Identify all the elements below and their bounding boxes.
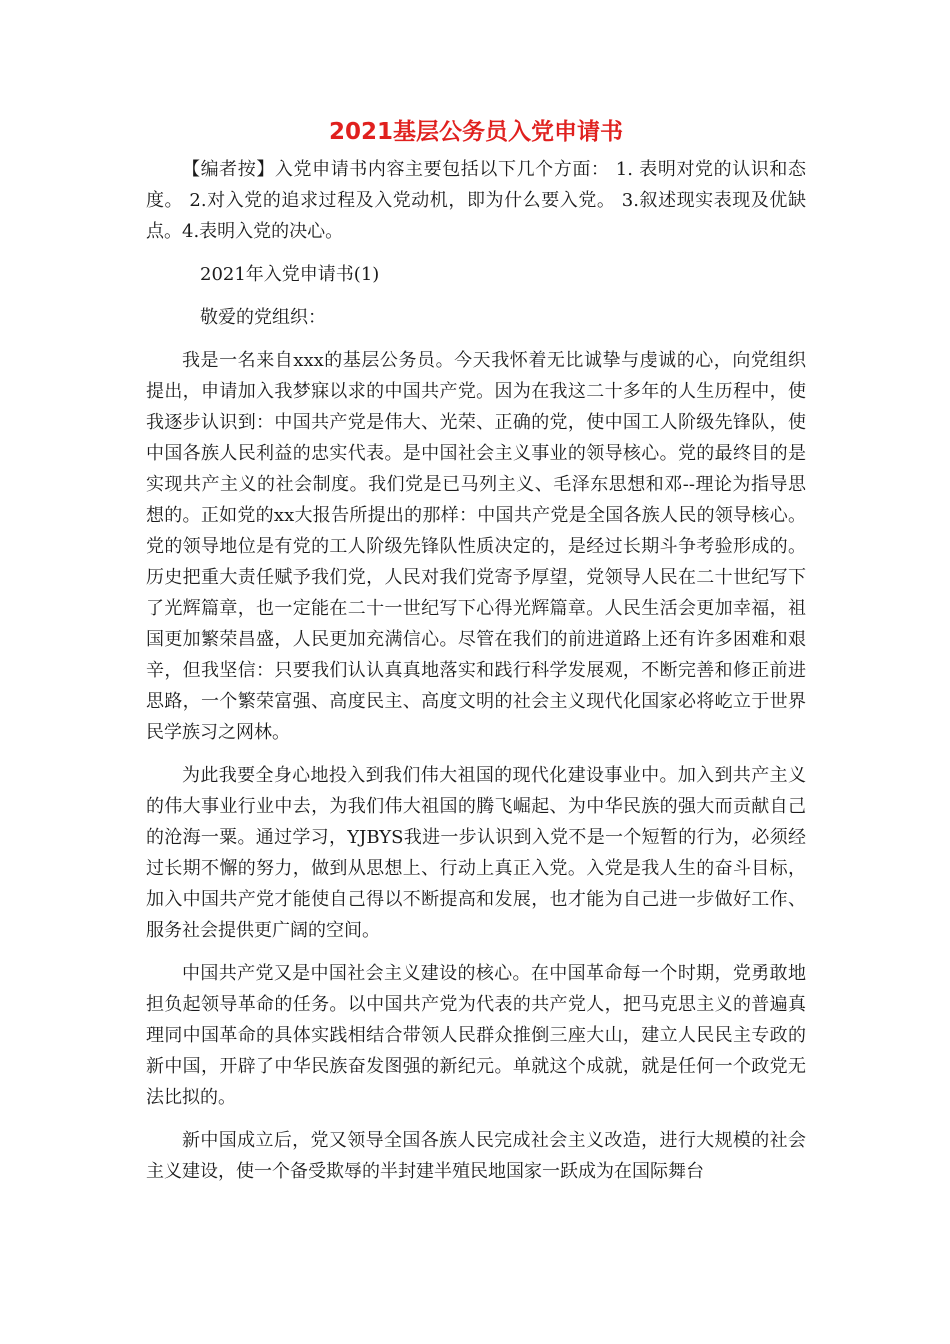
- salutation: 敬爱的党组织：: [200, 307, 326, 328]
- document-title: 2021基层公务员入党申请书: [328, 119, 623, 145]
- editor-note: 【编者按】入党申请书内容主要包括以下几个方面： 1. 表明对党的认识和态度。 2.对入党的追求过程及入党动机，即为什么要入党。 3.叙述现实表现及优缺点。4.表明入党的决心。: [146, 159, 806, 242]
- body-paragraph-3: 中国共产党又是中国社会主义建设的核心。在中国革命每一个时期，党勇敢地担负起领导革命的任务。以中国共产党为代表的共产党人，把马克思主义的普遍真理同中国革命的具体实践相结合带领人民群众推倒三座大山，建立人民民主专政的新中国，开辟了中华民族奋发图强的新纪元。单就这个成就，就是任何一个政党无法比拟的。: [146, 963, 806, 1108]
- body-paragraph-1: 我是一名来自xxx的基层公务员。今天我怀着无比诚挚与虔诚的心，向党组织提出，申请加入我梦寐以求的中国共产党。因为在我这二十多年的人生历程中，使我逐步认识到：中国共产党是伟大、光荣、正确的党，使中国工人阶级先锋队，使中国各族人民利益的忠实代表。是中国社会主义事业的领导核心。党的最终目的是实现共产主义的社会制度。我们党是已马列主义、毛泽东思想和邓--理论为指导思想的。正如党的xx大报告所提出的那样：中国共产党是全国各族人民的领导核心。党的领导地位是有党的工人阶级先锋队性质决定的，是经过长期斗争考验形成的。历史把重大责任赋予我们党，人民对我们党寄予厚望，党领导人民在二十世纪写下了光辉篇章，也一定能在二十一世纪写下心得光辉篇章。人民生活会更加幸福，祖国更加繁荣昌盛，人民更加充满信心。尽管在我们的前进道路上还有许多困难和艰辛，但我坚信：只要我们认认真真地落实和践行科学发展观，不断完善和修正前进思路，一个繁荣富强、高度民主、高度文明的社会主义现代化国家必将屹立于世界民学族习之网林。: [146, 350, 806, 743]
- body-paragraph-2: 为此我要全身心地投入到我们伟大祖国的现代化建设事业中。加入到共产主义的伟大事业行业中去，为我们伟大祖国的腾飞崛起、为中华民族的强大而贡献自己的沧海一粟。通过学习，YJBYS我进一步认识到入党不是一个短暂的行为，必须经过长期不懈的努力，做到从思想上、行动上真正入党。入党是我人生的奋斗目标，加入中国共产党才能使自己得以不断提高和发展，也才能为自己进一步做好工作、服务社会提供更广阔的空间。: [146, 765, 806, 941]
- document-page: [146, 112, 806, 1187]
- letter-subtitle: 2021年入党申请书(1): [200, 264, 380, 285]
- body-paragraph-4: 新中国成立后，党又领导全国各族人民完成社会主义改造，进行大规模的社会主义建设，使一个备受欺辱的半封建半殖民地国家一跃成为在国际舞台: [146, 1130, 806, 1182]
